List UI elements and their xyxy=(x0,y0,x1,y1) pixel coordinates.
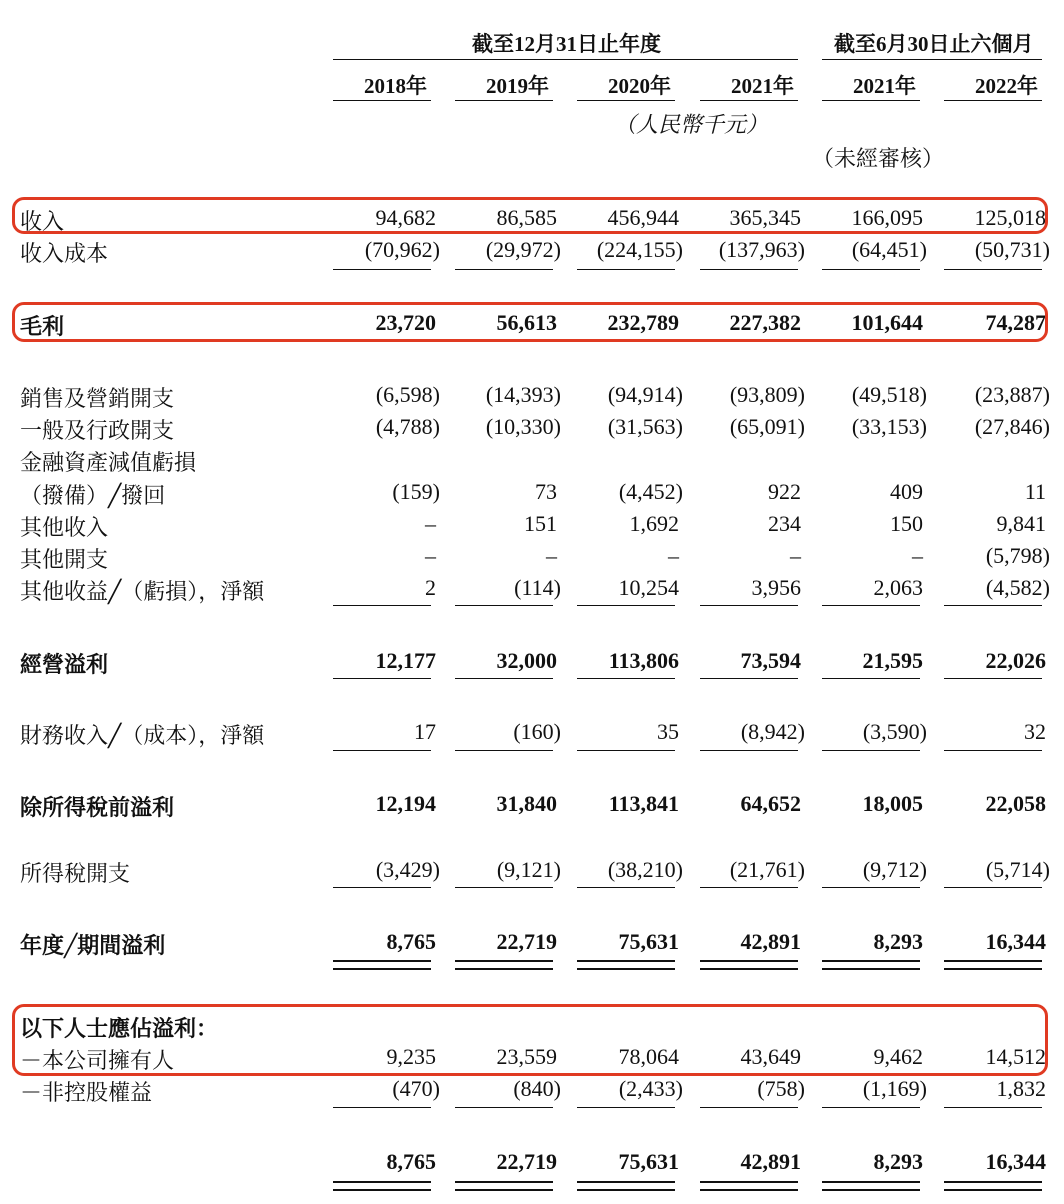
table-cell: 113,806 xyxy=(608,648,679,673)
table-cell: (224,155) xyxy=(596,237,683,262)
table-cell: 12,194 xyxy=(375,791,436,816)
table-cell: 21,595 xyxy=(862,648,923,673)
table-cell: – xyxy=(668,543,679,568)
table-cell: 64,652 xyxy=(740,791,801,816)
row-label-revenue: 收入 xyxy=(20,209,65,234)
highlight-revenue-row xyxy=(12,197,1048,234)
table-cell: 922 xyxy=(768,479,801,504)
table-cell: 10,254 xyxy=(618,575,679,600)
table-cell: 75,631 xyxy=(618,929,679,954)
table-cell: (31,563) xyxy=(607,414,683,439)
table-cell: 2,063 xyxy=(873,575,923,600)
subtotal-rule xyxy=(822,750,920,751)
total-double-rule xyxy=(455,960,553,970)
table-cell: (50,731) xyxy=(974,237,1050,262)
total-double-rule xyxy=(822,1181,920,1191)
row-label-selling-expenses: 銷售及營銷開支 xyxy=(20,386,175,411)
table-cell: (14,393) xyxy=(485,382,561,407)
table-cell: 73,594 xyxy=(740,648,801,673)
table-cell: 409 xyxy=(890,479,923,504)
table-cell: 78,064 xyxy=(618,1044,679,1069)
table-cell: 94,682 xyxy=(375,205,436,230)
total-double-rule xyxy=(333,960,431,970)
row-label-operating-profit: 經營溢利 xyxy=(20,652,109,677)
table-cell: 32 xyxy=(1024,719,1046,744)
header-group-six-months: 截至6月30日止六個月 xyxy=(834,32,1034,56)
table-cell: 23,559 xyxy=(496,1044,557,1069)
table-cell: (23,887) xyxy=(974,382,1050,407)
subtotal-rule xyxy=(333,887,431,888)
table-cell: 22,058 xyxy=(985,791,1046,816)
subtotal-rule xyxy=(333,269,431,270)
subtotal-rule xyxy=(577,750,675,751)
table-cell: 11 xyxy=(1024,479,1046,504)
row-label-non-controlling: －非控股權益 xyxy=(20,1080,153,1105)
total-double-rule xyxy=(700,1181,798,1191)
table-cell: 8,293 xyxy=(873,1149,923,1174)
table-cell: (8,942) xyxy=(740,719,805,744)
year-header-2021-h1: 2021年 xyxy=(853,74,916,98)
subtotal-rule xyxy=(700,750,798,751)
year-header-2018: 2018年 xyxy=(364,74,427,98)
row-label-profit-for-period: 年度╱期間溢利 xyxy=(20,933,166,958)
table-cell: (38,210) xyxy=(607,857,683,882)
table-cell: (4,452) xyxy=(618,479,683,504)
row-label-other-gains: 其他收益╱（虧損），淨額 xyxy=(20,579,265,604)
subtotal-rule xyxy=(822,1107,920,1108)
total-double-rule xyxy=(944,960,1042,970)
subtotal-rule xyxy=(455,887,553,888)
subtotal-rule xyxy=(822,887,920,888)
table-cell: (159) xyxy=(392,479,440,504)
table-cell: (29,972) xyxy=(485,237,561,262)
table-cell: 75,631 xyxy=(618,1149,679,1174)
table-cell: 23,720 xyxy=(375,310,436,335)
row-label-other-income: 其他收入 xyxy=(20,515,109,540)
currency-unit-note: （人民幣千元） xyxy=(614,112,769,137)
table-cell: – xyxy=(425,511,436,536)
table-cell: 125,018 xyxy=(974,205,1046,230)
unaudited-note: （未經審核） xyxy=(812,146,945,171)
table-cell: (4,788) xyxy=(375,414,440,439)
subtotal-rule xyxy=(944,678,1042,679)
table-cell: (3,429) xyxy=(375,857,440,882)
table-cell: (49,518) xyxy=(851,382,927,407)
table-cell: 113,841 xyxy=(608,791,679,816)
header-group-six-months-rule xyxy=(822,59,1042,60)
table-cell: 18,005 xyxy=(862,791,923,816)
table-cell: 9,235 xyxy=(386,1044,436,1069)
year-header-2021: 2021年 xyxy=(731,74,794,98)
table-cell: (64,451) xyxy=(851,237,927,262)
row-label-impairment: 金融資產減值虧損 xyxy=(20,450,197,475)
table-cell: (470) xyxy=(392,1076,440,1101)
header-group-year: 截至12月31日止年度 xyxy=(472,32,661,56)
header-group-year-rule xyxy=(333,59,798,60)
table-cell: (758) xyxy=(757,1076,805,1101)
table-cell: 31,840 xyxy=(496,791,557,816)
table-cell: (840) xyxy=(513,1076,561,1101)
row-label-attributable-to: 以下人士應佔溢利： xyxy=(20,1016,219,1041)
subtotal-rule xyxy=(333,750,431,751)
table-cell: (114) xyxy=(514,575,561,600)
table-cell: 16,344 xyxy=(985,1149,1046,1174)
row-label-impairment-provision: （撥備）╱撥回 xyxy=(20,483,166,508)
subtotal-rule xyxy=(822,269,920,270)
table-cell: 227,382 xyxy=(729,310,801,335)
year-rule-3 xyxy=(577,100,675,101)
table-cell: 32,000 xyxy=(496,648,557,673)
table-cell: 166,095 xyxy=(851,205,923,230)
total-double-rule xyxy=(944,1181,1042,1191)
total-double-rule xyxy=(455,1181,553,1191)
table-cell: – xyxy=(425,543,436,568)
subtotal-rule xyxy=(944,887,1042,888)
subtotal-rule xyxy=(577,1107,675,1108)
table-cell: 35 xyxy=(657,719,679,744)
table-cell: (4,582) xyxy=(985,575,1050,600)
table-cell: 43,649 xyxy=(740,1044,801,1069)
table-cell: (65,091) xyxy=(729,414,805,439)
subtotal-rule xyxy=(333,678,431,679)
row-label-income-tax: 所得稅開支 xyxy=(20,861,131,886)
year-rule-6 xyxy=(944,100,1042,101)
table-cell: 16,344 xyxy=(985,929,1046,954)
table-cell: 22,719 xyxy=(496,929,557,954)
table-cell: 365,345 xyxy=(729,205,801,230)
table-cell: (93,809) xyxy=(729,382,805,407)
subtotal-rule xyxy=(333,1107,431,1108)
subtotal-rule xyxy=(700,678,798,679)
table-cell: 12,177 xyxy=(375,648,436,673)
subtotal-rule xyxy=(455,750,553,751)
table-cell: 150 xyxy=(890,511,923,536)
row-label-gross-profit: 毛利 xyxy=(20,314,65,339)
table-cell: (33,153) xyxy=(851,414,927,439)
table-cell: 3,956 xyxy=(751,575,801,600)
table-cell: 22,026 xyxy=(985,648,1046,673)
year-rule-4 xyxy=(700,100,798,101)
subtotal-rule xyxy=(944,605,1042,606)
table-cell: 86,585 xyxy=(496,205,557,230)
table-cell: 73 xyxy=(535,479,557,504)
year-rule-2 xyxy=(455,100,553,101)
subtotal-rule xyxy=(944,269,1042,270)
year-header-2020: 2020年 xyxy=(608,74,671,98)
table-cell: 9,462 xyxy=(873,1044,923,1069)
table-cell: (9,712) xyxy=(862,857,927,882)
table-cell: – xyxy=(546,543,557,568)
row-label-cost-of-revenue: 收入成本 xyxy=(20,241,109,266)
table-cell: (21,761) xyxy=(729,857,805,882)
table-cell: 14,512 xyxy=(985,1044,1046,1069)
table-cell: (6,598) xyxy=(375,382,440,407)
subtotal-rule xyxy=(455,678,553,679)
table-cell: 2 xyxy=(425,575,436,600)
table-cell: (5,714) xyxy=(985,857,1050,882)
subtotal-rule xyxy=(455,605,553,606)
table-cell: (9,121) xyxy=(496,857,561,882)
year-header-2019: 2019年 xyxy=(486,74,549,98)
subtotal-rule xyxy=(700,1107,798,1108)
table-cell: (137,963) xyxy=(718,237,805,262)
table-cell: 42,891 xyxy=(740,1149,801,1174)
table-cell: 8,293 xyxy=(873,929,923,954)
table-cell: (70,962) xyxy=(364,237,440,262)
table-cell: 151 xyxy=(524,511,557,536)
table-cell: 1,692 xyxy=(629,511,679,536)
table-cell: 22,719 xyxy=(496,1149,557,1174)
table-cell: 42,891 xyxy=(740,929,801,954)
table-cell: (10,330) xyxy=(485,414,561,439)
total-double-rule xyxy=(577,1181,675,1191)
table-cell: 74,287 xyxy=(985,310,1046,335)
total-double-rule xyxy=(822,960,920,970)
highlight-attributable-rows xyxy=(12,1004,1048,1076)
table-cell: (3,590) xyxy=(862,719,927,744)
row-label-profit-before-tax: 除所得稅前溢利 xyxy=(20,795,175,820)
year-rule-1 xyxy=(333,100,431,101)
subtotal-rule xyxy=(577,678,675,679)
total-double-rule xyxy=(333,1181,431,1191)
subtotal-rule xyxy=(577,269,675,270)
table-cell: 456,944 xyxy=(607,205,679,230)
total-double-rule xyxy=(577,960,675,970)
table-cell: 101,644 xyxy=(851,310,923,335)
table-cell: 1,832 xyxy=(996,1076,1046,1101)
subtotal-rule xyxy=(822,678,920,679)
table-cell: (94,914) xyxy=(607,382,683,407)
subtotal-rule xyxy=(700,887,798,888)
table-cell: (5,798) xyxy=(985,543,1050,568)
row-label-finance-income: 財務收入╱（成本），淨額 xyxy=(20,723,265,748)
subtotal-rule xyxy=(700,269,798,270)
total-double-rule xyxy=(700,960,798,970)
subtotal-rule xyxy=(944,750,1042,751)
subtotal-rule xyxy=(455,269,553,270)
table-cell: 234 xyxy=(768,511,801,536)
table-cell: 17 xyxy=(414,719,436,744)
table-cell: – xyxy=(912,543,923,568)
subtotal-rule xyxy=(822,605,920,606)
table-cell: 8,765 xyxy=(386,1149,436,1174)
table-cell: – xyxy=(790,543,801,568)
year-header-2022-h1: 2022年 xyxy=(975,74,1038,98)
table-cell: 9,841 xyxy=(996,511,1046,536)
table-cell: 8,765 xyxy=(386,929,436,954)
year-rule-5 xyxy=(822,100,920,101)
table-cell: (1,169) xyxy=(862,1076,927,1101)
subtotal-rule xyxy=(455,1107,553,1108)
table-cell: (2,433) xyxy=(618,1076,683,1101)
subtotal-rule xyxy=(333,605,431,606)
row-label-admin-expenses: 一般及行政開支 xyxy=(20,418,175,443)
table-cell: (160) xyxy=(513,719,561,744)
subtotal-rule xyxy=(700,605,798,606)
table-cell: 56,613 xyxy=(496,310,557,335)
highlight-gross-profit-row xyxy=(12,302,1048,342)
row-label-other-expenses: 其他開支 xyxy=(20,547,109,572)
table-cell: (27,846) xyxy=(974,414,1050,439)
subtotal-rule xyxy=(577,887,675,888)
subtotal-rule xyxy=(944,1107,1042,1108)
table-cell: 232,789 xyxy=(607,310,679,335)
row-label-owners: －本公司擁有人 xyxy=(20,1048,175,1073)
subtotal-rule xyxy=(577,605,675,606)
